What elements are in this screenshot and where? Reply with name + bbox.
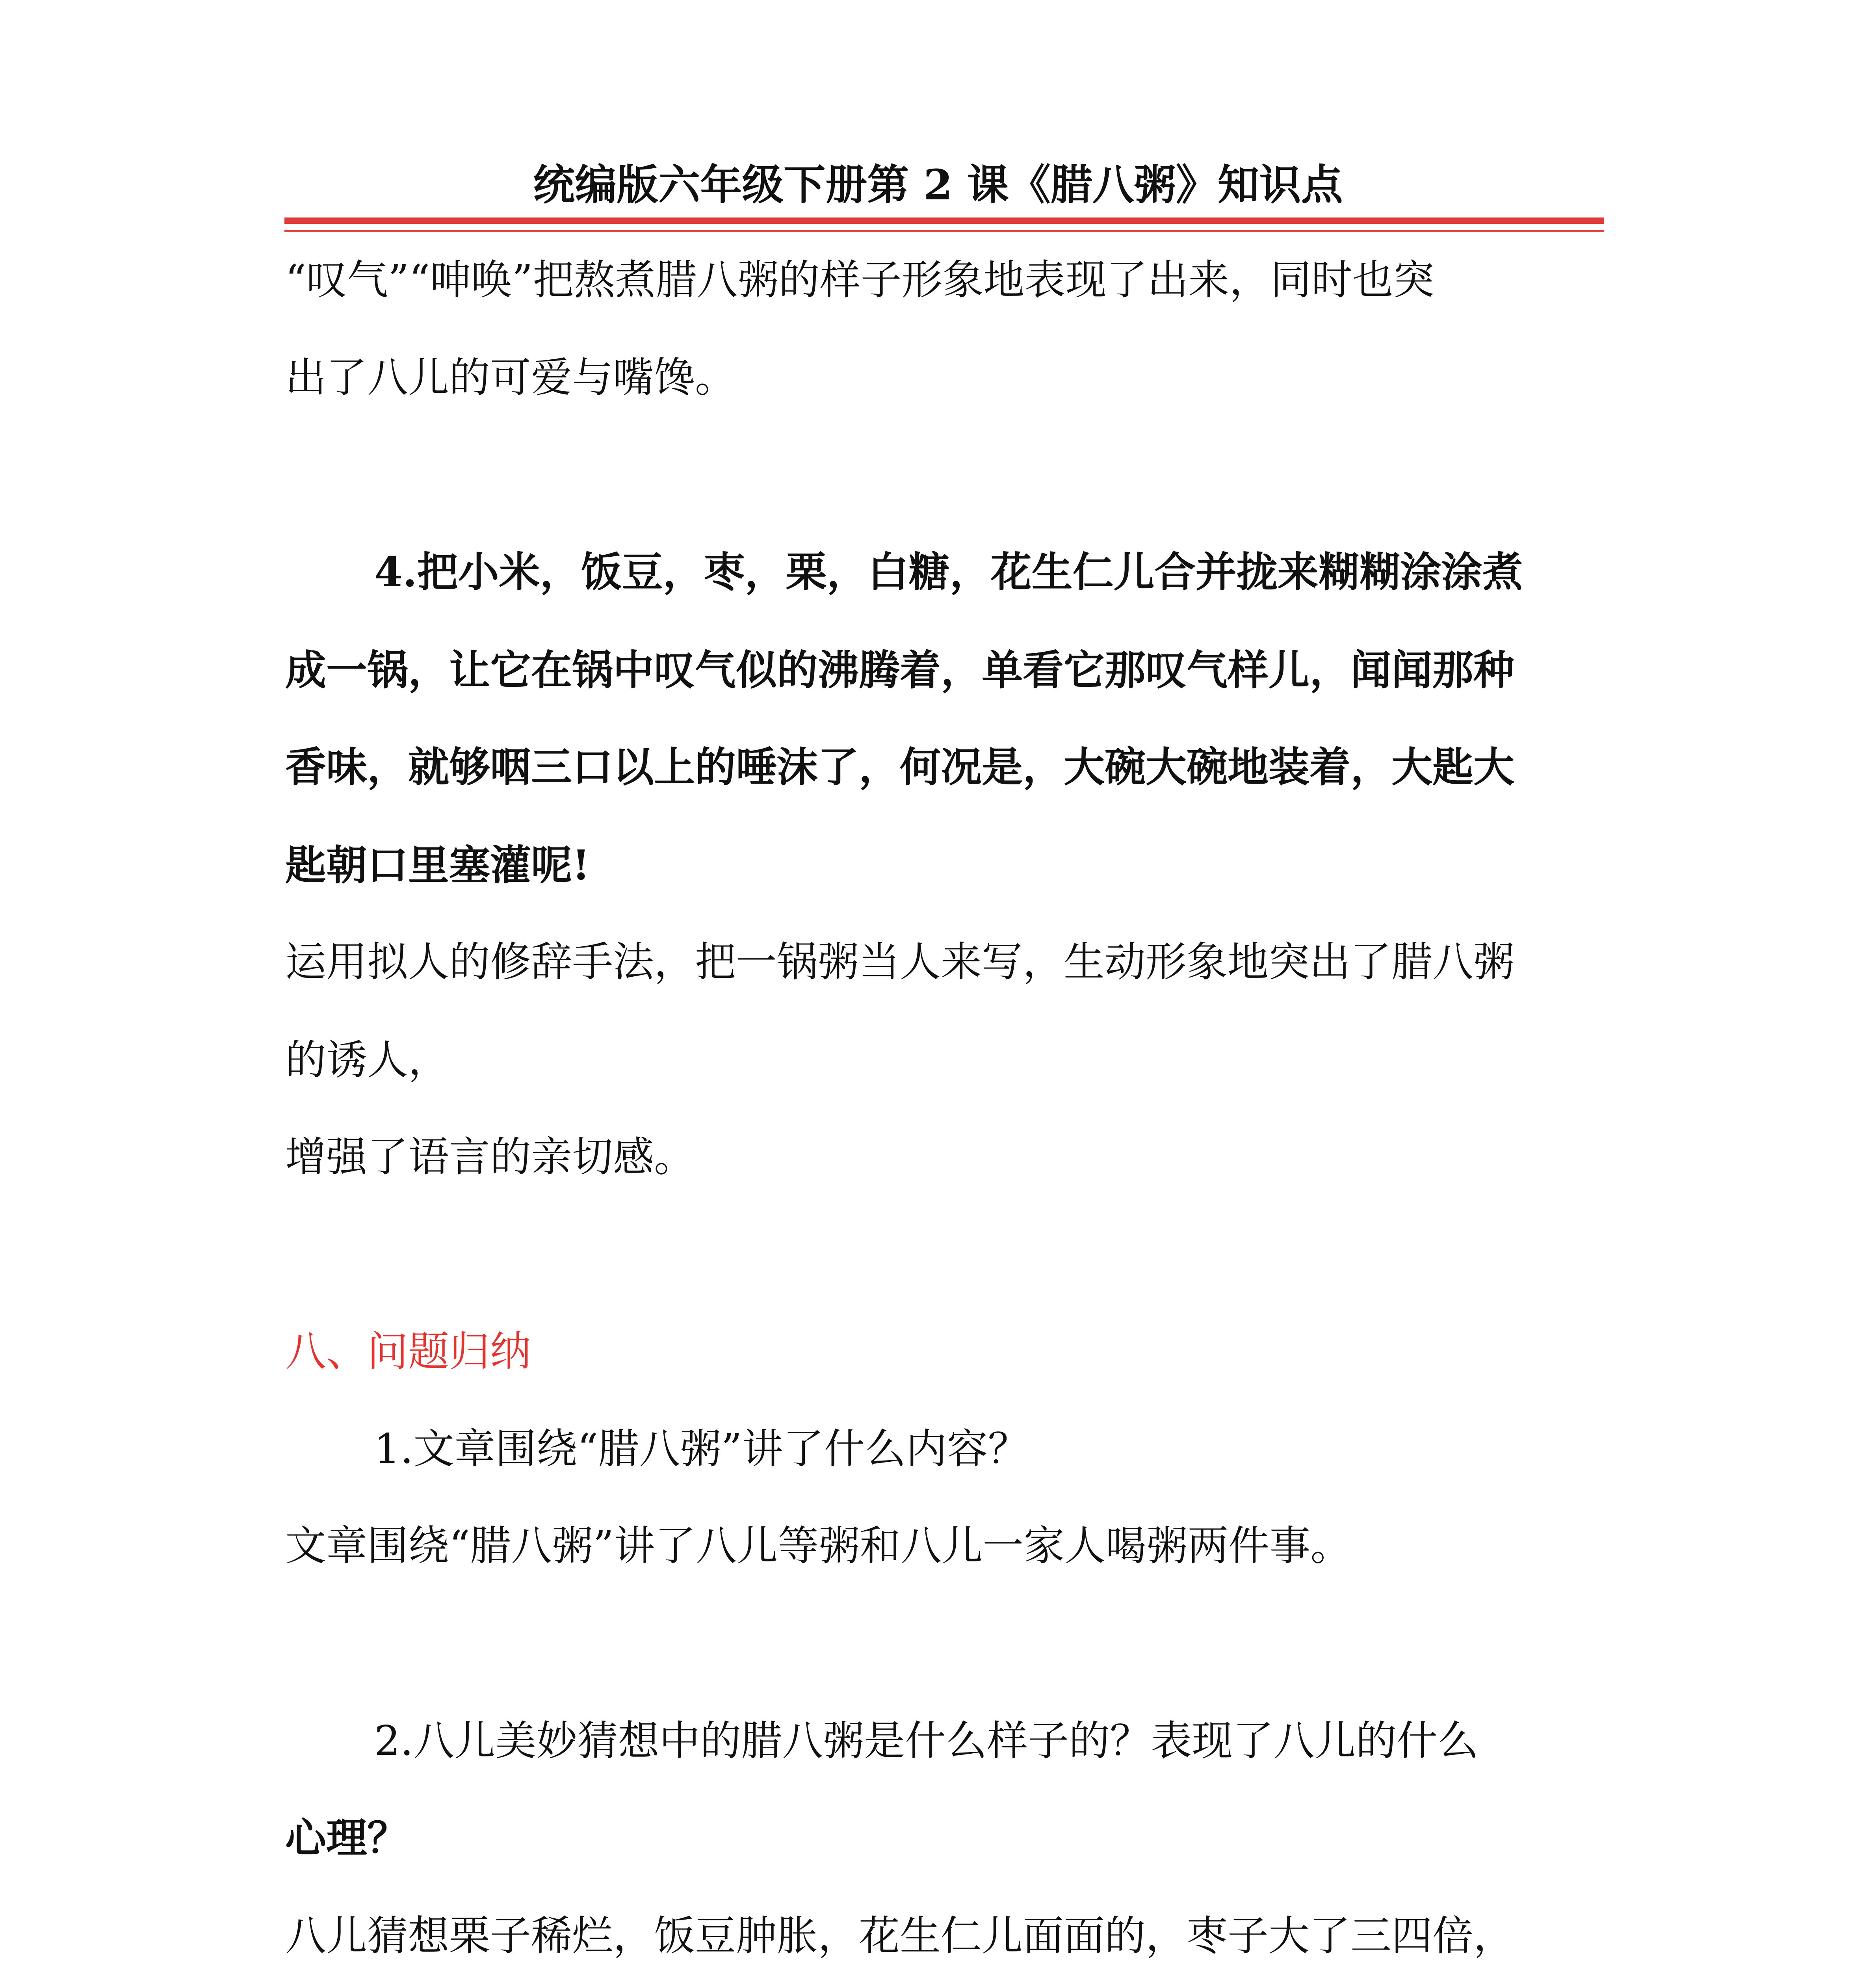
question-2-line: 心理？ <box>285 1814 409 1862</box>
question-4-line: 香味，就够咽三口以上的唾沫了，何况是，大碗大碗地装着，大匙大 <box>285 743 1515 791</box>
answer-2-line: 八儿猜想栗子稀烂，饭豆肿胀，花生仁儿面面的，枣子大了三四倍， <box>285 1912 1515 1960</box>
question-1: 1.文章围绕“腊八粥”讲了什么内容？ <box>374 1425 1029 1473</box>
paragraph-line: 出了八儿的可爱与嘴馋。 <box>285 353 736 401</box>
question-2-line: 2.八儿美妙猜想中的腊八粥是什么样子的？表现了八儿的什么 <box>374 1717 1479 1765</box>
question-4-line: 匙朝口里塞灌呢! <box>285 841 590 889</box>
question-4-line: 成一锅，让它在锅中叹气似的沸腾着，单看它那叹气样儿，闻闻那种 <box>285 646 1515 694</box>
answer-4-line: 运用拟人的修辞手法，把一锅粥当人来写，生动形象地突出了腊八粥 <box>285 938 1515 986</box>
header-rule-thin <box>284 230 1604 232</box>
question-4-line: 4.把小米，饭豆，枣，栗，白糖，花生仁儿合并拢来糊糊涂涂煮 <box>374 548 1523 596</box>
header-title: 统编版六年级下册第 2 课《腊八粥》知识点 <box>533 160 1343 209</box>
section-heading: 八、问题归纳 <box>285 1327 531 1375</box>
answer-4-line: 的诱人， <box>285 1036 449 1084</box>
answer-1: 文章围绕“腊八粥”讲了八儿等粥和八儿一家人喝粥两件事。 <box>285 1522 1352 1570</box>
answer-4-line: 增强了语言的亲切感。 <box>285 1133 695 1181</box>
header-rule-thick <box>284 217 1604 224</box>
paragraph-line: “叹气”“呻唤”把熬煮腊八粥的样子形象地表现了出来，同时也突 <box>285 256 1434 304</box>
